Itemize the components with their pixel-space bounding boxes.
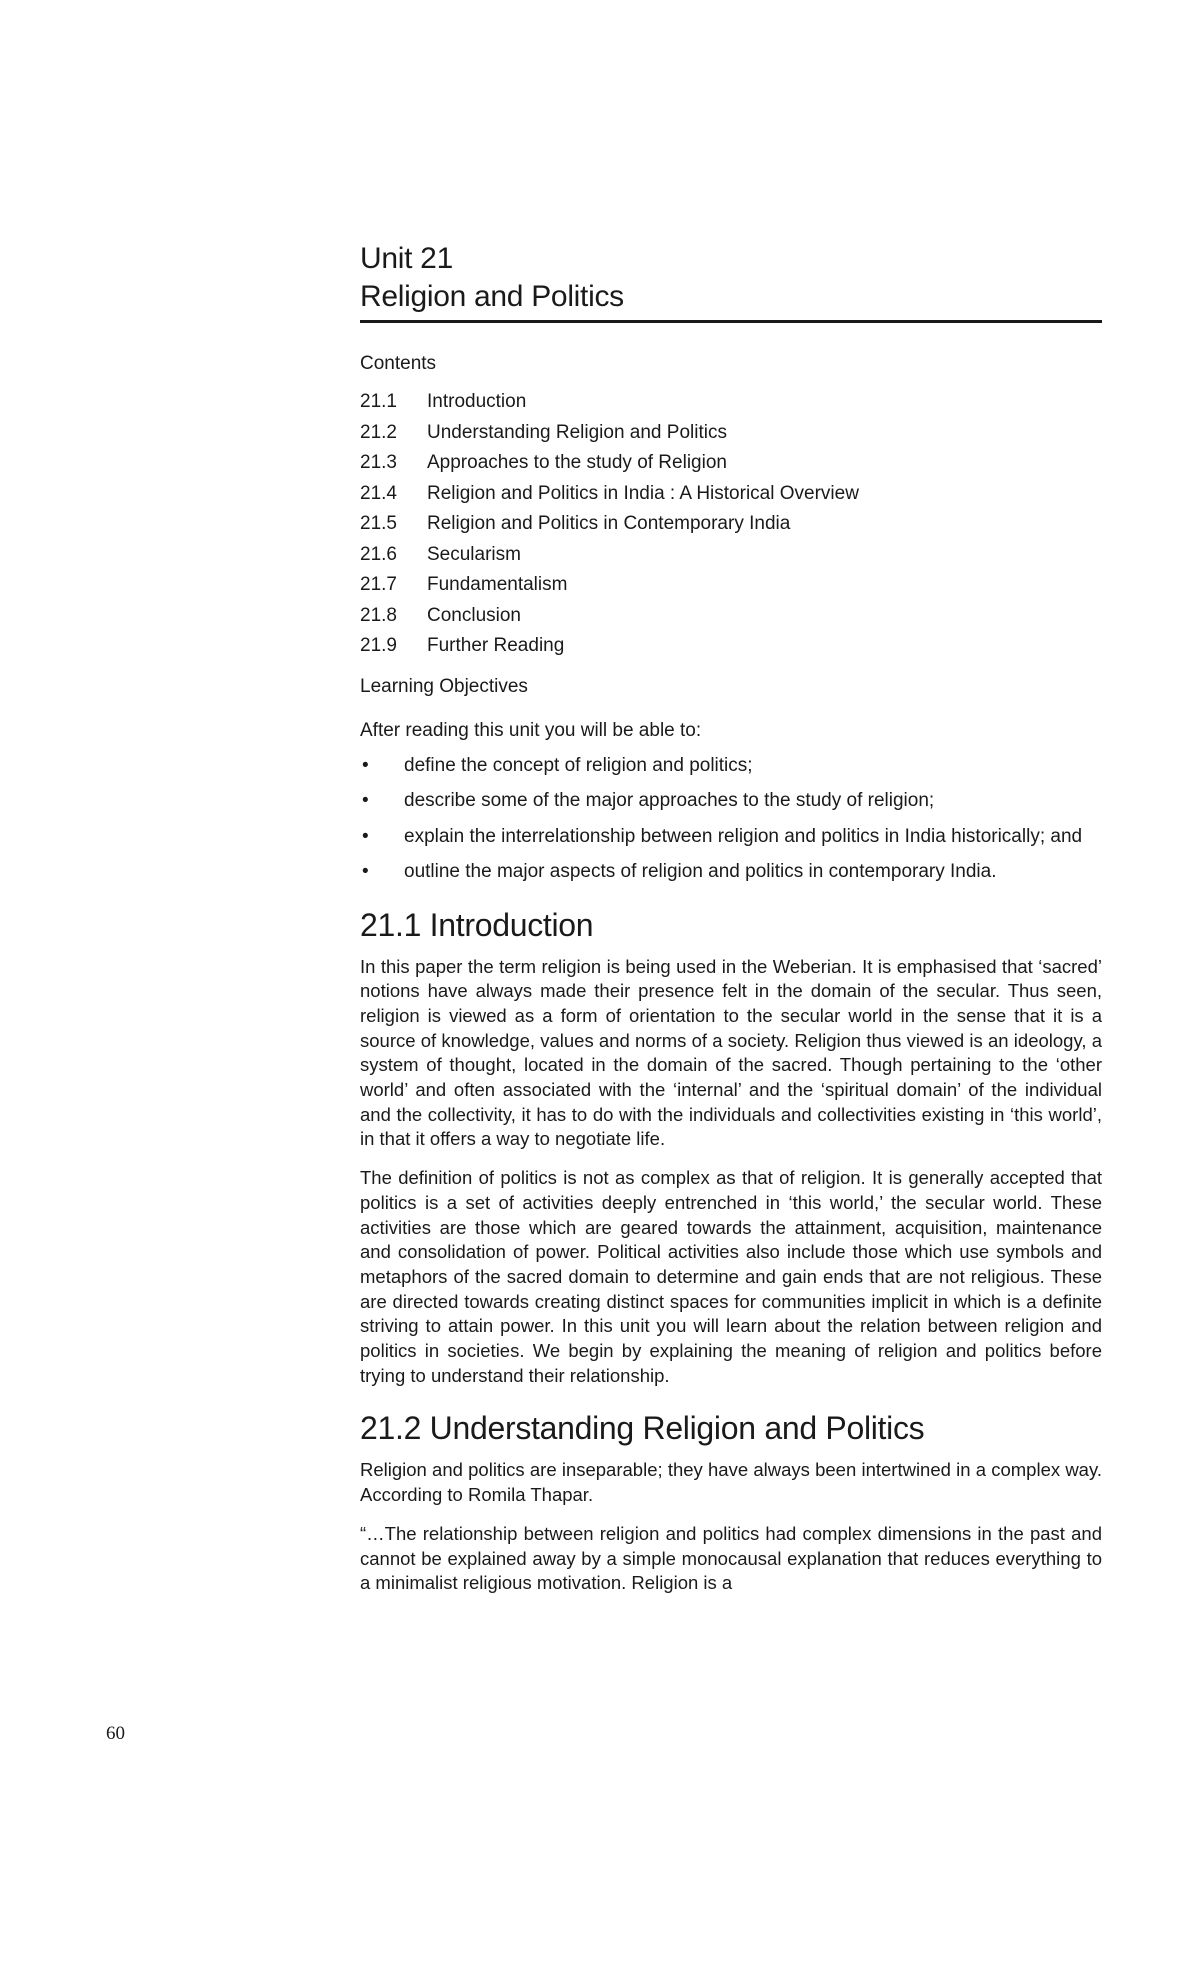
quotation-paragraph: “…The relationship between religion and politics had complex dimensions in the past and cannot be explained away by a simple monocausal explanation that reduces everything to a minimalist religious motivation. Religion is a (360, 1522, 1102, 1594)
toc-item (360, 570, 1102, 601)
unit-number: Unit 21 (360, 242, 453, 275)
toc-item-label: Religion and Politics in Contemporary India (427, 513, 791, 534)
toc-item-number: 21.5 (360, 513, 397, 534)
toc-item-label: Fundamentalism (427, 574, 568, 595)
toc-item (360, 631, 1102, 662)
toc-list (360, 387, 1102, 662)
toc-item-number: 21.9 (360, 635, 397, 656)
toc-item-label: Further Reading (427, 635, 565, 656)
objective-text: outline the major aspects of religion and politics in contemporary India. (404, 861, 997, 882)
toc-item (360, 479, 1102, 510)
toc-item-number: 21.3 (360, 452, 397, 473)
toc-item-label: Approaches to the study of Religion (427, 452, 727, 473)
toc-item-label: Religion and Politics in India : A Historical Overview (427, 482, 859, 504)
page-number: 60 (106, 1723, 125, 1744)
unit-header (360, 240, 1102, 323)
objective-item (360, 825, 1102, 850)
page-content (360, 240, 1102, 1610)
section-heading-introduction: 21.1 Introduction (360, 906, 594, 943)
unit-title: Religion and Politics (360, 280, 624, 313)
toc-item-number: 21.6 (360, 543, 397, 565)
toc-item (360, 448, 1102, 479)
toc-item-number: 21.7 (360, 574, 397, 595)
toc-item (360, 540, 1102, 571)
objective-text: explain the interrelationship between religion and politics in India historically; and (404, 825, 1083, 847)
toc-item-number: 21.1 (360, 391, 397, 412)
paragraph: Religion and politics are inseparable; they have always been intertwined in a complex way. According to Romila Thapar. (360, 1459, 1102, 1506)
objective-item (360, 754, 1102, 779)
toc-item-label: Understanding Religion and Politics (427, 421, 727, 443)
toc-item-number: 21.8 (360, 604, 397, 626)
paragraph: In this paper the term religion is being used in the Weberian. It is emphasised that ‘sacred’ notions have always made their presence felt in the domain of the secular. Thus seen, religion is viewed as a form of orientation to the secular world in the sense that it is a source of knowledge, values and norms of a society. Religion thus viewed is an ideology, a system of thought, located in the domain of the sacred. Though pertaining to the ‘other world’ and often associated with the ‘internal’ and the ‘spiritual domain’ of the individual and the collectivity, it has to do with the individuals and collectivities existing in ‘this world’, in that it offers a way to negotiate life. (360, 955, 1102, 1150)
toc-item-number: 21.2 (360, 421, 397, 443)
toc-item (360, 418, 1102, 449)
bullet-icon: • (362, 861, 369, 882)
objective-text: define the concept of religion and politics; (404, 754, 753, 776)
toc-item-label: Secularism (427, 543, 521, 565)
learning-objectives-intro: After reading this unit you will be able to: (360, 719, 702, 741)
toc-item (360, 601, 1102, 632)
learning-objectives-heading: Learning Objectives (360, 675, 528, 697)
toc-item-label: Introduction (427, 391, 527, 412)
bullet-icon: • (362, 825, 369, 847)
toc-item (360, 509, 1102, 540)
objectives-list (360, 754, 1102, 885)
toc-item (360, 387, 1102, 418)
section-heading-understanding: 21.2 Understanding Religion and Politics (360, 1410, 925, 1447)
toc-item-number: 21.4 (360, 482, 397, 504)
objective-item (360, 789, 1102, 814)
toc-item-label: Conclusion (427, 604, 521, 626)
paragraph: The definition of politics is not as complex as that of religion. It is generally accepted that politics is a set of activities deeply entrenched in ‘this world,’ the secular world. These activities are those which are geared towards the attainment, acquisition, maintenance and consolidation of power. Political activities also include those which use symbols and metaphors of the sacred domain to determine and gain ends that are not religious. These are directed towards creating distinct spaces for communities implicit in which is a definite striving to attain power. In this unit you will learn about the relation between religion and politics in societies. We begin by explaining the meaning of religion and politics before trying to understand their relationship. (360, 1167, 1102, 1386)
bullet-icon: • (362, 754, 369, 776)
objective-item (360, 860, 1102, 885)
bullet-icon: • (362, 790, 369, 811)
objective-text: describe some of the major approaches to the study of religion; (404, 790, 935, 811)
contents-heading: Contents (360, 353, 437, 374)
